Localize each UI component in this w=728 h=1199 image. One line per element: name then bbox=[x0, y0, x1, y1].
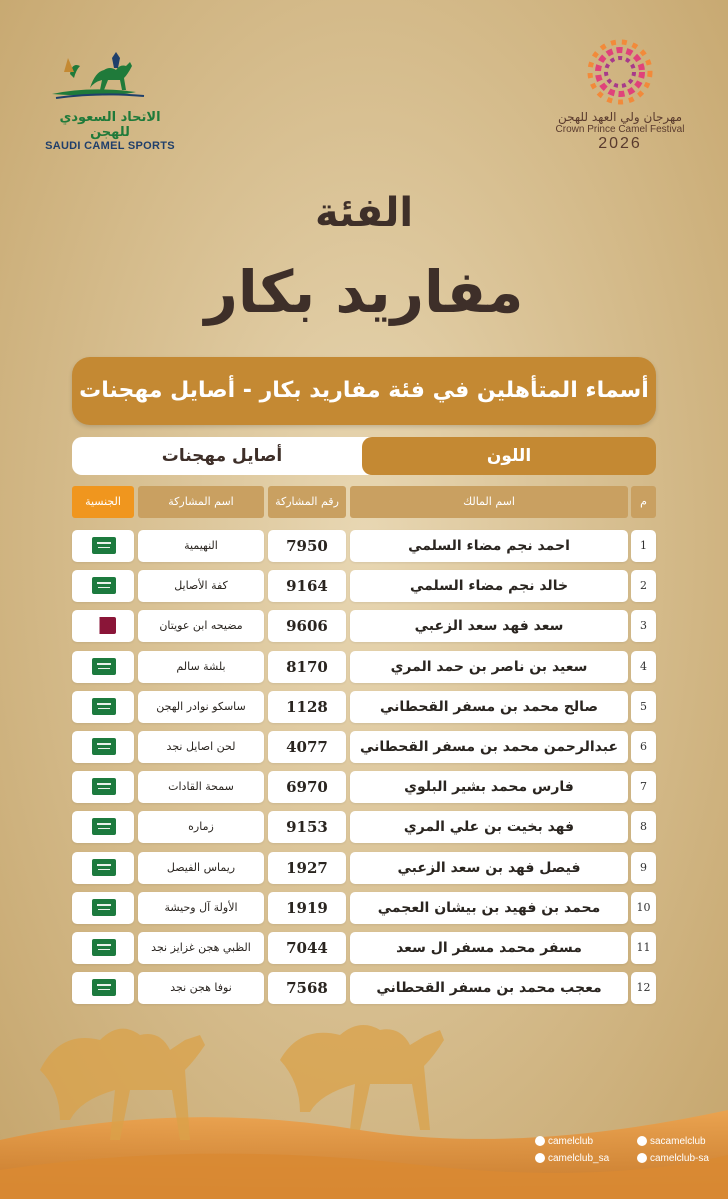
row-participation-name: النهيمية bbox=[138, 530, 264, 562]
footer-camelclub[interactable] bbox=[535, 1136, 593, 1147]
header-nationality: الجنسية bbox=[72, 486, 134, 518]
festival-name-en: Crown Prince Camel Festival bbox=[555, 124, 685, 135]
row-owner-name: سعد فهد سعد الزعبي bbox=[350, 610, 628, 642]
row-nationality bbox=[72, 691, 134, 723]
row-participation-number: 9153 bbox=[268, 811, 346, 843]
row-index: 3 bbox=[631, 610, 656, 642]
snapchat-icon bbox=[637, 1153, 647, 1163]
row-owner-name: فيصل فهد بن سعد الزعبي bbox=[350, 852, 628, 884]
row-participation-name: الظبي هجن غزايز نجد bbox=[138, 932, 264, 964]
row-participation-name: ساسكو نوادر الهجن bbox=[138, 691, 264, 723]
row-owner-name: خالد نجم مضاء السلمي bbox=[350, 570, 628, 602]
row-nationality bbox=[72, 932, 134, 964]
row-participation-number: 6970 bbox=[268, 771, 346, 803]
row-participation-name: مضيحه ابن عويتان bbox=[138, 610, 264, 642]
row-participation-name: نوفا هجن نجد bbox=[138, 972, 264, 1004]
row-index: 7 bbox=[631, 771, 656, 803]
row-participation-number: 1927 bbox=[268, 852, 346, 884]
row-owner-name: مسفر محمد مسفر ال سعد bbox=[350, 932, 628, 964]
row-participation-name: لحن اصايل نجد bbox=[138, 731, 264, 763]
row-participation-number: 1128 bbox=[268, 691, 346, 723]
row-index: 11 bbox=[631, 932, 656, 964]
row-index: 1 bbox=[631, 530, 656, 562]
x-linkedin-icon bbox=[535, 1136, 545, 1146]
category-label: الفئة bbox=[314, 190, 414, 236]
festival-name-ar: مهرجان ولي العهد للهجن bbox=[557, 110, 682, 124]
tiktok-instagram-icon bbox=[535, 1153, 545, 1163]
header-participation-number: رقم المشاركة bbox=[268, 486, 346, 518]
color-value: أصايل مهجنات bbox=[161, 446, 283, 466]
saudi-flag-icon bbox=[92, 698, 116, 715]
footer-camelclub-dash-sa[interactable] bbox=[637, 1153, 709, 1164]
row-nationality bbox=[72, 731, 134, 763]
saudi-flag-icon bbox=[92, 577, 116, 594]
saudi-flag-icon bbox=[92, 859, 116, 876]
saudi-camel-sports-ar: الاتحاد السعودي للهجن bbox=[59, 110, 161, 140]
row-index: 12 bbox=[631, 972, 656, 1004]
row-participation-number: 1919 bbox=[268, 892, 346, 924]
qatar-flag-icon bbox=[92, 617, 116, 634]
row-owner-name: فهد بخيت بن علي المري bbox=[350, 811, 628, 843]
color-label-box bbox=[362, 437, 656, 475]
festival-year: 2026 bbox=[598, 135, 642, 152]
qualified-banner-text: أسماء المتأهلين في فئة مفاريد بكار - أصايل مهجنات bbox=[79, 378, 649, 403]
row-participation-number: 7568 bbox=[268, 972, 346, 1004]
row-nationality bbox=[72, 811, 134, 843]
row-owner-name: معجب محمد بن مسفر القحطاني bbox=[350, 972, 628, 1004]
desert-camels-illustration bbox=[0, 990, 728, 1199]
facebook-icon bbox=[637, 1136, 647, 1146]
saudi-camel-sports-en: SAUDI CAMEL SPORTS bbox=[45, 140, 175, 152]
saudi-flag-icon bbox=[92, 778, 116, 795]
row-owner-name: صالح محمد بن مسفر القحطاني bbox=[350, 691, 628, 723]
row-participation-name: بلشة سالم bbox=[138, 651, 264, 683]
saudi-flag-icon bbox=[92, 738, 116, 755]
row-index: 8 bbox=[631, 811, 656, 843]
saudi-camel-sports-logo bbox=[40, 48, 180, 152]
footer-sacamelclub[interactable] bbox=[637, 1136, 706, 1147]
footer-camelclub-sa-text: camelclub_sa bbox=[548, 1153, 610, 1164]
row-participation-name: كفة الأصايل bbox=[138, 570, 264, 602]
row-owner-name: سعيد بن ناصر بن حمد المري bbox=[350, 651, 628, 683]
crown-prince-festival-logo bbox=[555, 36, 685, 166]
row-index: 5 bbox=[631, 691, 656, 723]
row-participation-name: سمحة القادات bbox=[138, 771, 264, 803]
row-owner-name: احمد نجم مضاء السلمي bbox=[350, 530, 628, 562]
saudi-flag-icon bbox=[92, 537, 116, 554]
row-nationality bbox=[72, 570, 134, 602]
row-nationality bbox=[72, 651, 134, 683]
header-participation-name: اسم المشاركة bbox=[138, 486, 264, 518]
qualified-banner bbox=[72, 357, 656, 425]
row-participation-number: 7044 bbox=[268, 932, 346, 964]
row-participation-number: 4077 bbox=[268, 731, 346, 763]
row-nationality bbox=[72, 892, 134, 924]
row-nationality bbox=[72, 530, 134, 562]
saudi-flag-icon bbox=[92, 658, 116, 675]
row-nationality bbox=[72, 610, 134, 642]
row-participation-name: ريماس الفيصل bbox=[138, 852, 264, 884]
row-participation-number: 9606 bbox=[268, 610, 346, 642]
color-value-box bbox=[72, 437, 372, 475]
festival-emblem-icon bbox=[555, 36, 685, 106]
category-title: مفاريد بكار bbox=[204, 258, 524, 326]
color-label: اللون bbox=[486, 446, 532, 466]
footer-camelclub-dash-sa-text: camelclub-sa bbox=[650, 1153, 709, 1164]
footer-camelclub-text: camelclub bbox=[548, 1136, 594, 1147]
row-owner-name: محمد بن فهيد بن بيشان العجمي bbox=[350, 892, 628, 924]
row-index: 2 bbox=[631, 570, 656, 602]
row-participation-name: زماره bbox=[138, 811, 264, 843]
row-owner-name: عبدالرحمن محمد بن مسفر القحطاني bbox=[350, 731, 628, 763]
row-participation-name: الأولة آل وحيشة bbox=[138, 892, 264, 924]
row-index: 6 bbox=[631, 731, 656, 763]
row-index: 4 bbox=[631, 651, 656, 683]
row-participation-number: 7950 bbox=[268, 530, 346, 562]
row-index: 10 bbox=[631, 892, 656, 924]
footer-camelclub-sa[interactable] bbox=[535, 1153, 609, 1164]
header-owner: اسم المالك bbox=[350, 486, 628, 518]
saudi-flag-icon bbox=[92, 939, 116, 956]
row-nationality bbox=[72, 771, 134, 803]
footer-sacamelclub-text: sacamelclub bbox=[650, 1136, 706, 1147]
row-owner-name: فارس محمد بشير البلوي bbox=[350, 771, 628, 803]
camel-rider-icon bbox=[40, 48, 180, 106]
row-participation-number: 8170 bbox=[268, 651, 346, 683]
saudi-flag-icon bbox=[92, 899, 116, 916]
saudi-flag-icon bbox=[92, 818, 116, 835]
row-index: 9 bbox=[631, 852, 656, 884]
header-index: م bbox=[631, 486, 656, 518]
row-nationality bbox=[72, 852, 134, 884]
row-participation-number: 9164 bbox=[268, 570, 346, 602]
